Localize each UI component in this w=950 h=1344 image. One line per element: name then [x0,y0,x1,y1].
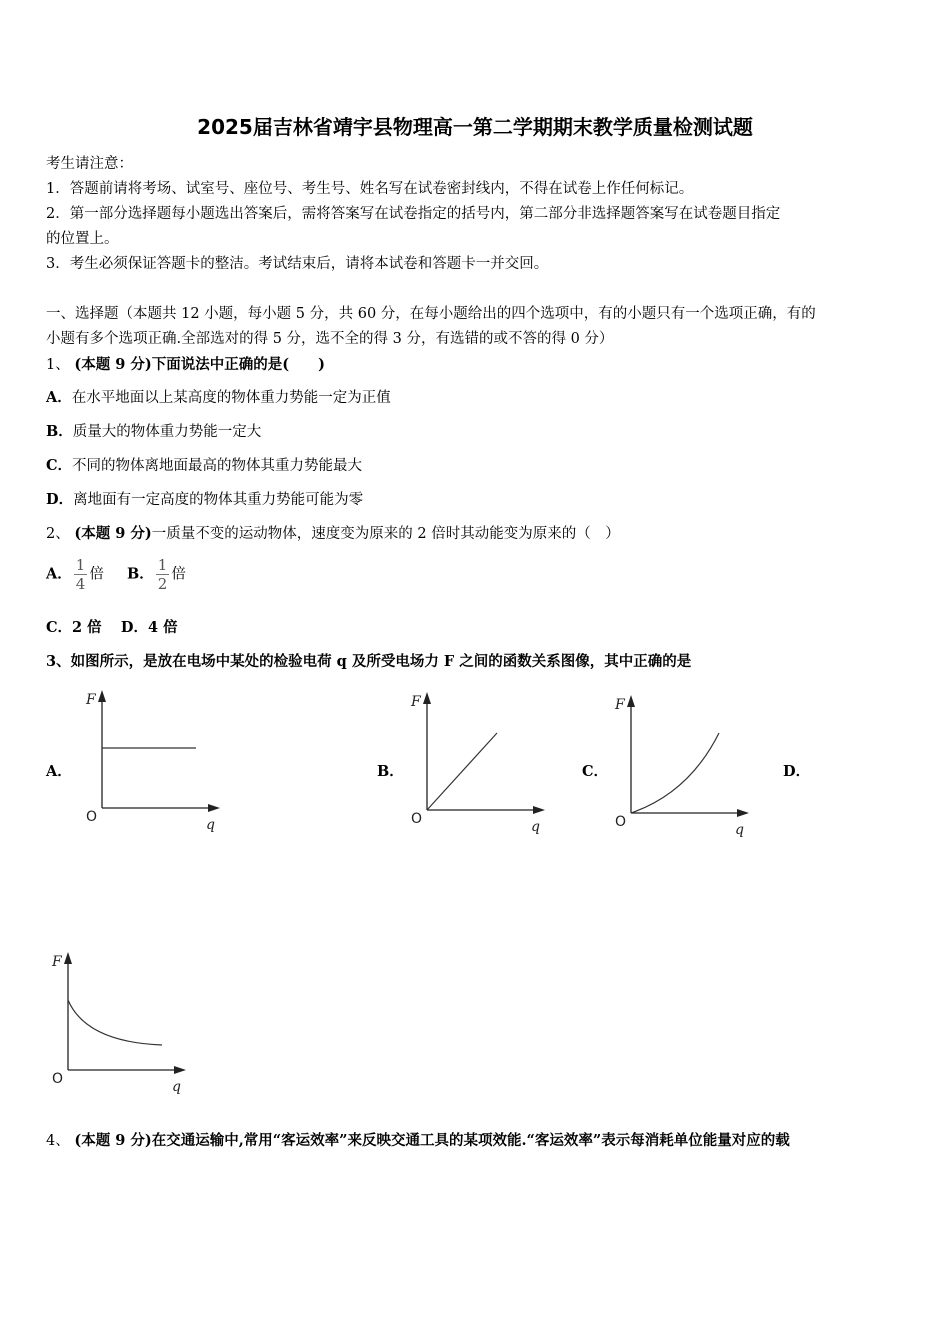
section-heading-line2: 小题有多个选项正确.全部选对的得 5 分，选不全的得 3 分，有选错的或不答的得 0 分） [46,331,614,347]
q1-option-d [46,488,363,509]
notice-heading: 考生请注意： [46,156,133,172]
question-points: (本题 9 分) [74,525,152,542]
fraction-one-half: $\frac{1}{2}$ [157,556,168,593]
option-unit: 倍 [171,566,186,583]
notice-item-1: 1．答题前请将考场、试室号、座位号、考生号、姓名写在试卷密封线内，不得在试卷上作任何标记。 [46,181,694,197]
graph-d-curve [68,1000,162,1045]
option-label: B． [127,565,154,583]
graph-b-curve [427,733,497,810]
question-1 [46,353,325,374]
option-text: 不同的物体离地面最高的物体其重力势能最大 [72,458,363,474]
option-text: 4 倍 [147,619,178,636]
graph-a [80,688,225,836]
q3-label-c: C． [582,763,609,780]
axis-y-label: F [411,694,421,710]
fraction-one-quarter: $\frac{1}{4}$ [75,556,86,593]
axis-x-label: q [172,1079,181,1095]
q1-option-a [46,386,391,407]
question-stem: 下面说法中正确的是( ) [151,356,325,373]
origin-label: O [52,1071,64,1087]
graph-b [405,690,550,838]
axis-y-label: F [52,954,62,970]
option-text: 质量大的物体重力势能一定大 [72,424,262,440]
notice-item-3: 3．考生必须保证答题卡的整洁。考试结束后，请将本试卷和答题卡一并交回。 [46,256,549,272]
origin-label: O [615,814,627,830]
axis-y-label: F [86,692,96,708]
notice-item-2: 2．第一部分选择题每小题选出答案后，需将答案写在试卷指定的括号内，第二部分非选择题答案写在试卷题目指定 [46,206,781,222]
option-label: C． [46,457,73,474]
graph-c-curve [631,733,719,813]
question-2 [46,522,620,543]
question-stem: 一质量不变的运动物体，速度变为原来的 2 倍时其动能变为原来的（ ） [151,526,620,542]
axis-x-label: q [206,817,215,833]
option-label: C． [46,619,73,636]
option-text: 2 倍 [72,619,102,636]
q1-option-c [46,454,362,475]
question-stem: 3、如图所示，是放在电场中某处的检验电荷 q 及所受电场力 F 之间的函数关系图像，其中正确的是 [46,653,692,670]
option-text: 离地面有一定高度的物体其重力势能可能为零 [73,492,364,508]
question-4 [46,1129,790,1150]
option-label: B． [46,423,73,440]
q2-options-cd [46,616,178,637]
origin-label: O [86,809,98,825]
axis-y-label: F [615,697,625,713]
option-label: A． [46,565,72,583]
axis-x-label: q [531,819,540,835]
question-points: (本题 9 分) [74,356,152,373]
option-label: D． [120,619,148,636]
graph-c [609,693,754,841]
option-label: D． [46,491,74,508]
question-number: 2、 [46,526,70,542]
section-heading-line1: 一、选择题（本题共 12 小题，每小题 5 分，共 60 分，在每小题给出的四个选项中，有的小题只有一个选项正确，有的 [46,306,816,322]
question-points: (本题 9 分) [74,1132,152,1149]
question-stem: 在交通运输中,常用“客运效率”来反映交通工具的某项效能.“客运效率”表示每消耗单位能量对应的载 [151,1132,790,1149]
option-text: 在水平地面以上某高度的物体重力势能一定为正值 [71,390,391,406]
q3-label-d: D． [783,763,811,780]
question-number: 4、 [46,1133,70,1149]
axis-x-label: q [735,822,744,838]
option-unit: 倍 [89,566,104,583]
notice-item-2-cont: 的位置上。 [46,231,119,247]
origin-label: O [411,811,423,827]
q3-label-b: B． [377,763,404,780]
question-3 [46,650,691,671]
graph-d [46,950,191,1098]
option-label: A． [46,389,72,406]
page-title: 2025届吉林省靖宇县物理高一第二学期期末教学质量检测试题 [197,115,753,139]
q2-options-ab [46,556,186,593]
q1-option-b [46,420,261,441]
q3-label-a: A． [46,763,72,780]
question-number: 1、 [46,357,70,373]
